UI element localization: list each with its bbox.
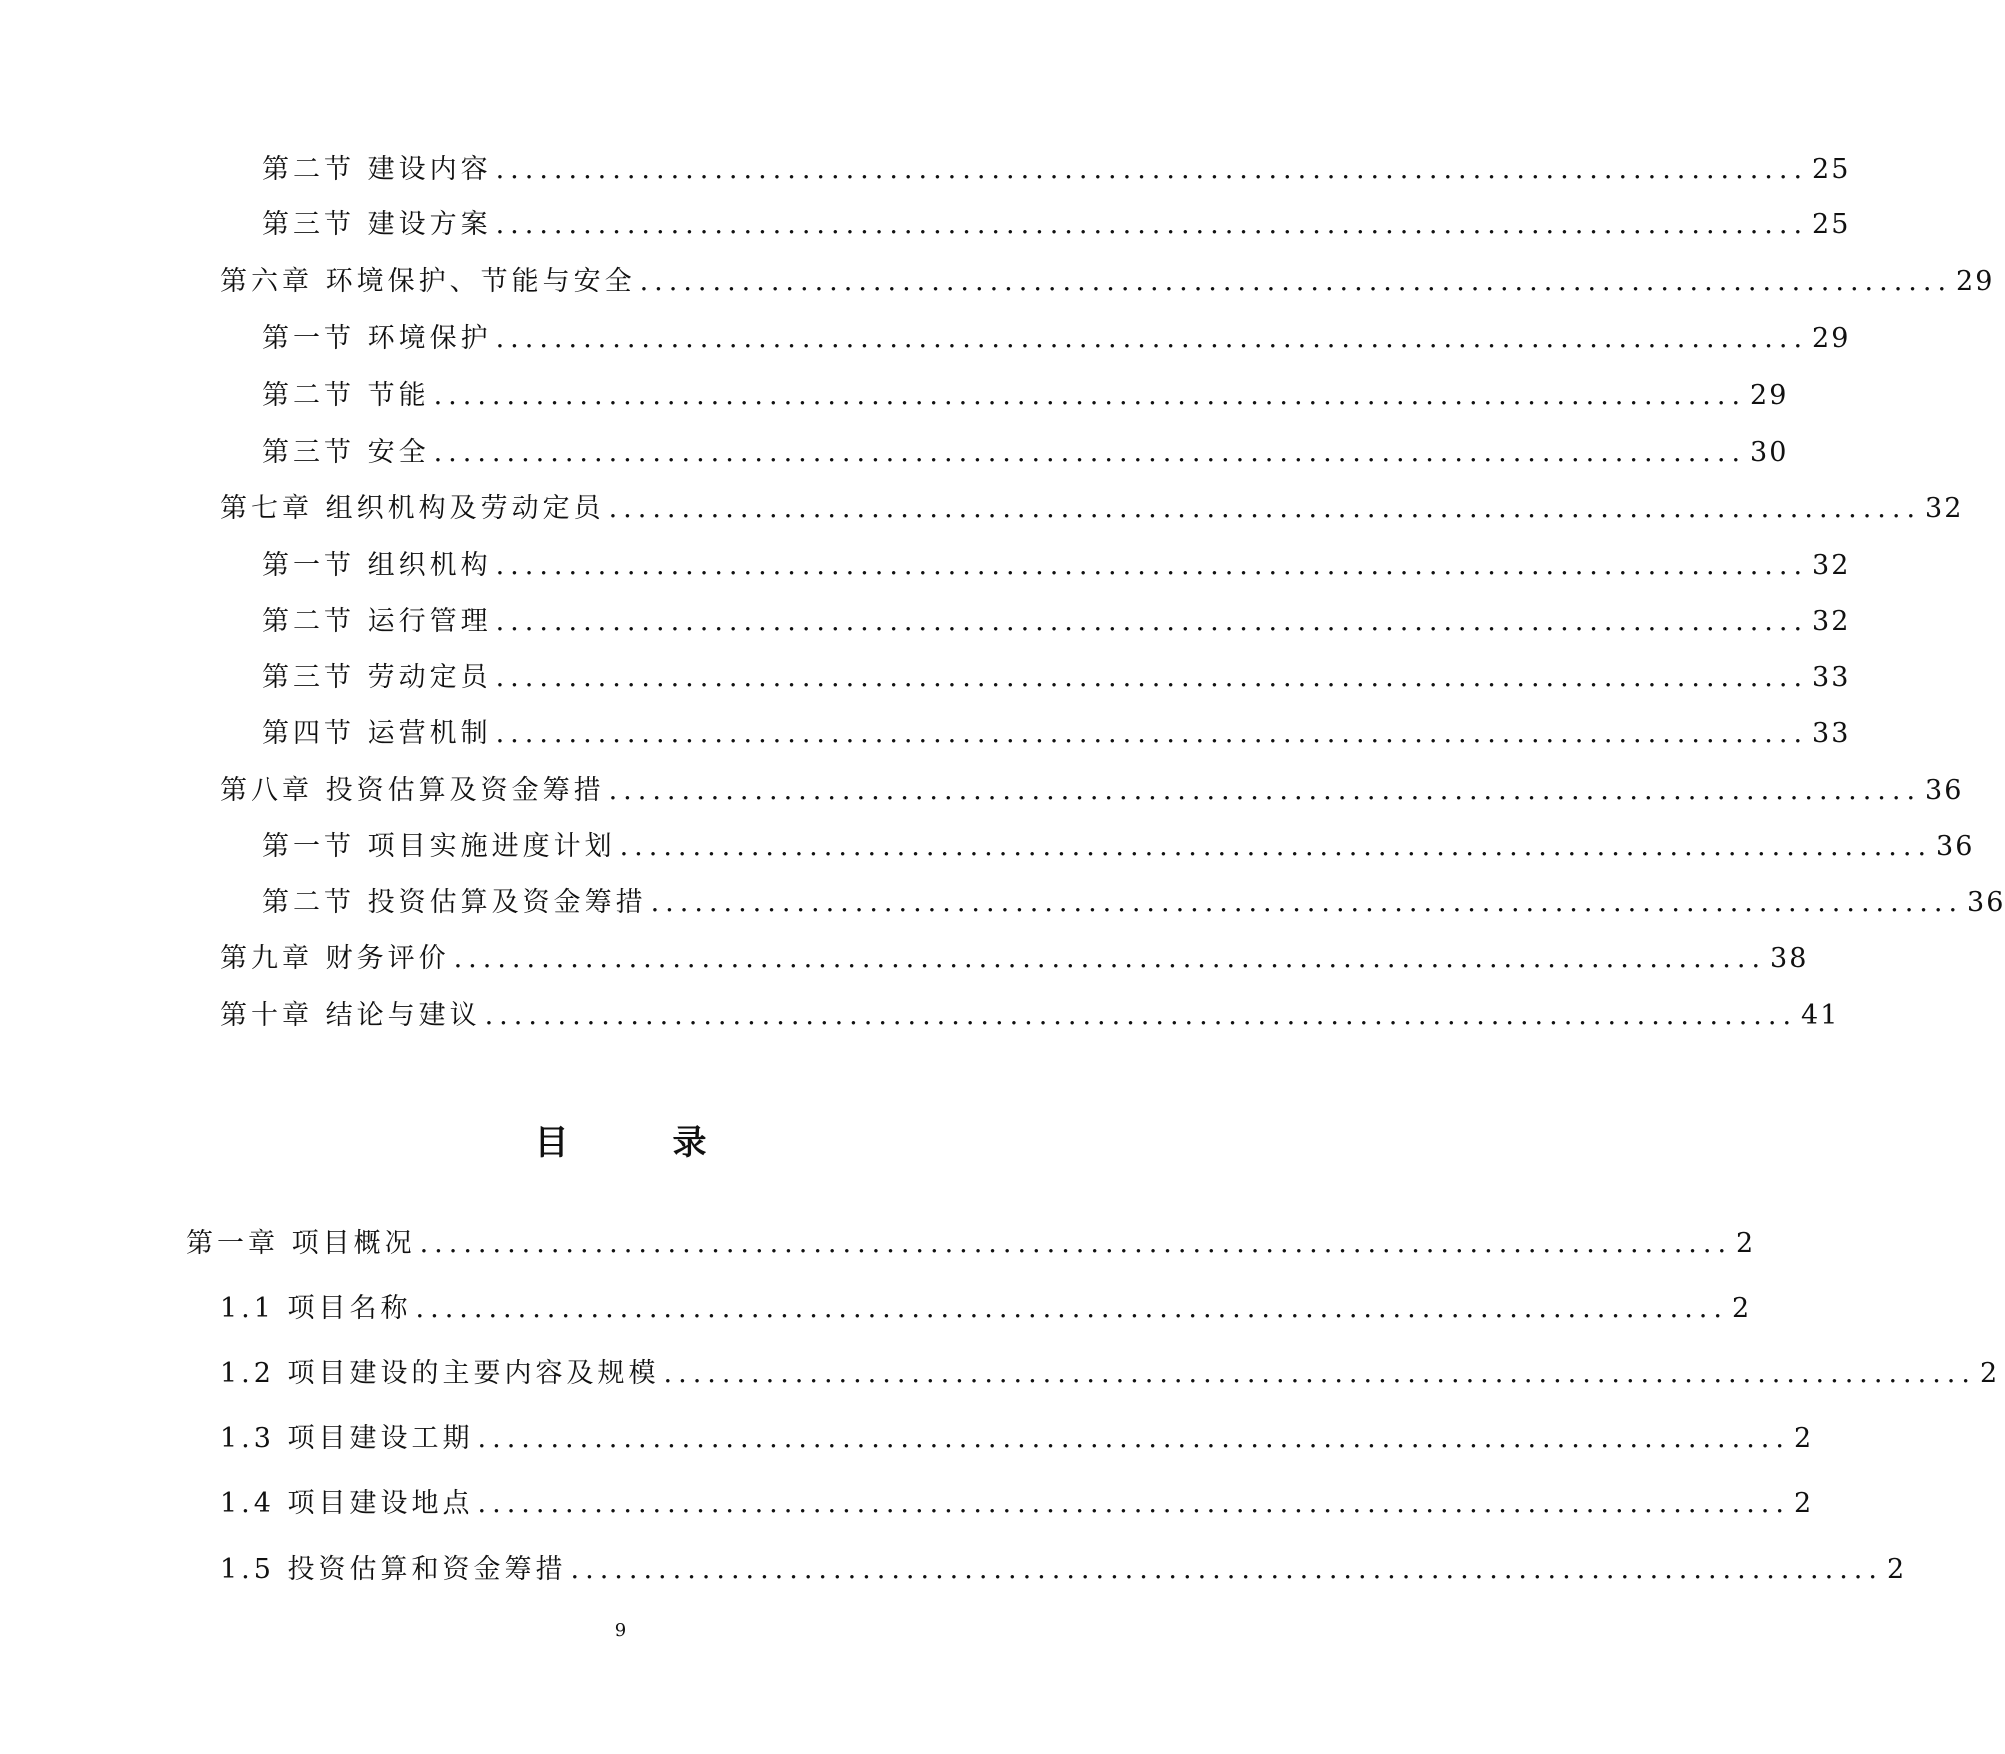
toc-entry-page: 25 [1812, 209, 1851, 240]
toc-entry-chapter[interactable] [220, 493, 1964, 524]
toc-entry-title: 第四节 运营机制 [262, 718, 492, 749]
toc-entry-title: 1.5 投资估算和资金筹措 [220, 1554, 567, 1585]
toc-entry-chapter[interactable] [186, 1228, 1756, 1259]
toc-dot-leader: .......................................................................................... [608, 775, 1922, 806]
toc-dot-leader: .......................................................................................... [453, 943, 1767, 974]
toc-entry-page: 2 [1793, 1423, 1814, 1454]
toc-dot-leader: .......................................................................................... [477, 1423, 1790, 1454]
toc-dot-leader: .......................................................................................... [495, 718, 1809, 749]
toc-entry-chapter[interactable] [220, 266, 1995, 297]
toc-entry-title: 第六章 环境保护、节能与安全 [220, 266, 636, 297]
toc-entry-section[interactable] [262, 323, 1851, 354]
toc-entry-page: 2 [1736, 1228, 1756, 1259]
toc-entry-chapter[interactable] [220, 943, 1809, 974]
toc-dot-leader: .......................................................................................... [495, 550, 1809, 581]
toc-entry-page: 32 [1812, 550, 1851, 581]
toc-entry-section[interactable] [262, 380, 1789, 411]
toc-entry-title: 第三节 建设方案 [262, 209, 492, 240]
toc-dot-leader: .......................................................................................... [495, 606, 1809, 637]
toc-entry-title: 第八章 投资估算及资金筹措 [220, 775, 605, 806]
toc-entry-title: 第三节 劳动定员 [262, 662, 492, 693]
toc-dot-leader: .......................................................................................... [495, 154, 1809, 185]
toc-entry-title: 第七章 组织机构及劳动定员 [220, 493, 605, 524]
toc-entry-page: 36 [1925, 775, 1964, 806]
toc-entry-section[interactable] [262, 718, 1851, 749]
toc-entry-title: 第十章 结论与建议 [220, 1000, 481, 1031]
toc-entry-title: 第二节 投资估算及资金筹措 [262, 887, 647, 918]
toc-dot-leader: .......................................................................................... [419, 1228, 1733, 1259]
toc-entry-page: 36 [1936, 831, 1975, 862]
toc-entry-title: 第一节 环境保护 [262, 323, 492, 354]
toc-dot-leader: .......................................................................................... [663, 1358, 1976, 1389]
toc-dot-leader: .......................................................................................... [639, 266, 1953, 297]
toc-entry-title: 第二节 节能 [262, 380, 430, 411]
toc-entry-section[interactable] [262, 209, 1851, 240]
toc-entry-page: 2 [1793, 1488, 1814, 1519]
toc-dot-leader: .......................................................................................... [433, 380, 1747, 411]
toc-entry-section[interactable] [262, 887, 2005, 918]
toc-entry-page: 41 [1801, 1000, 1840, 1031]
toc-entry-chapter[interactable] [220, 1000, 1840, 1031]
toc-entry-title: 1.3 项目建设工期 [220, 1423, 474, 1454]
toc-dot-leader: .......................................................................................... [495, 323, 1809, 354]
toc-entry-page: 29 [1750, 380, 1789, 411]
toc-entry-page: 32 [1925, 493, 1964, 524]
toc-entry-title: 1.4 项目建设地点 [220, 1488, 474, 1519]
toc-entry-section[interactable] [220, 1488, 1814, 1519]
toc-entry-section[interactable] [220, 1293, 1752, 1324]
toc-entry-page: 36 [1967, 887, 2005, 918]
toc-entry-title: 第三节 安全 [262, 437, 430, 468]
toc-dot-leader: .......................................................................................... [495, 209, 1809, 240]
toc-entry-section[interactable] [262, 437, 1789, 468]
toc-entry-section[interactable] [262, 831, 1975, 862]
toc-dot-leader: .......................................................................................... [415, 1293, 1728, 1324]
toc-dot-leader: .......................................................................................... [433, 437, 1747, 468]
toc-entry-chapter[interactable] [220, 775, 1964, 806]
toc-dot-leader: .......................................................................................... [650, 887, 1964, 918]
toc-entry-title: 第二节 运行管理 [262, 606, 492, 637]
toc-entry-section[interactable] [262, 662, 1851, 693]
toc-entry-section[interactable] [262, 550, 1851, 581]
toc-entry-section[interactable] [220, 1554, 1907, 1585]
toc-entry-section[interactable] [220, 1423, 1814, 1454]
toc-entry-title: 第一节 项目实施进度计划 [262, 831, 616, 862]
toc-entry-page: 30 [1750, 437, 1789, 468]
toc-dot-leader: .......................................................................................... [570, 1554, 1883, 1585]
toc-entry-title: 第一节 组织机构 [262, 550, 492, 581]
toc-entry-page: 29 [1956, 266, 1995, 297]
toc-heading-left: 目 [534, 1123, 569, 1163]
toc-entry-page: 38 [1770, 943, 1809, 974]
toc-dot-leader: .......................................................................................... [484, 1000, 1798, 1031]
toc-heading-right: 录 [672, 1123, 707, 1163]
page-number: 9 [614, 1620, 627, 1641]
toc-entry-section[interactable] [262, 606, 1851, 637]
toc-entry-title: 第九章 财务评价 [220, 943, 450, 974]
toc-dot-leader: .......................................................................................... [619, 831, 1933, 862]
toc-entry-page: 2 [1731, 1293, 1752, 1324]
toc-dot-leader: .......................................................................................... [477, 1488, 1790, 1519]
toc-entry-section[interactable] [220, 1358, 2000, 1389]
toc-entry-page: 29 [1812, 323, 1851, 354]
toc-entry-page: 25 [1812, 154, 1851, 185]
toc-entry-title: 第二节 建设内容 [262, 154, 492, 185]
toc-entry-page: 2 [1886, 1554, 1907, 1585]
toc-entry-title: 1.2 项目建设的主要内容及规模 [220, 1358, 660, 1389]
toc-dot-leader: .......................................................................................... [495, 662, 1809, 693]
toc-entry-page: 33 [1812, 662, 1851, 693]
toc-entry-section[interactable] [262, 154, 1851, 185]
toc-heading [0, 1115, 1241, 1164]
toc-dot-leader: .......................................................................................... [608, 493, 1922, 524]
toc-entry-page: 33 [1812, 718, 1851, 749]
toc-entry-title: 第一章 项目概况 [186, 1228, 416, 1259]
toc-entry-page: 2 [1979, 1358, 2000, 1389]
toc-entry-title: 1.1 项目名称 [220, 1293, 412, 1324]
toc-entry-page: 32 [1812, 606, 1851, 637]
